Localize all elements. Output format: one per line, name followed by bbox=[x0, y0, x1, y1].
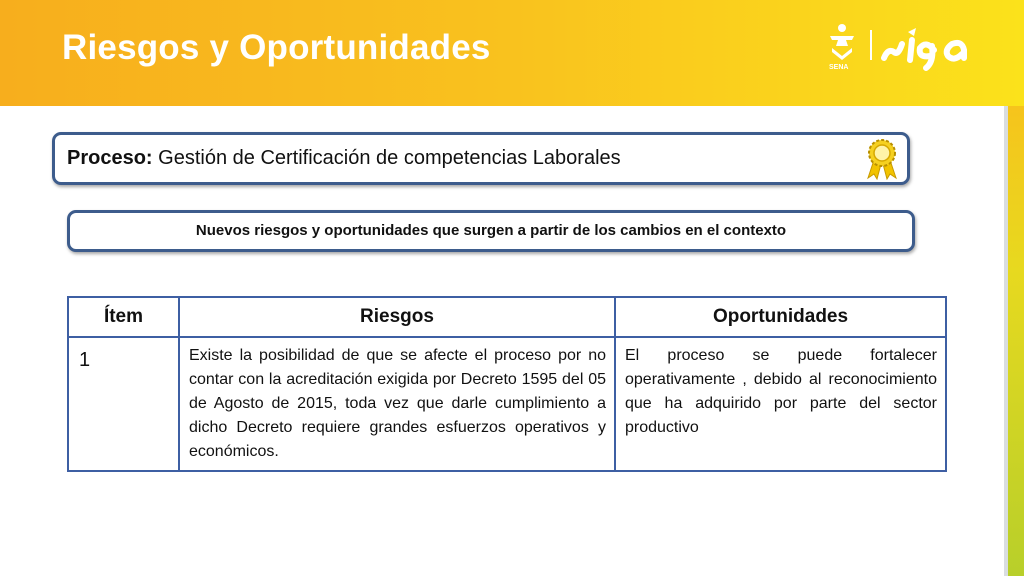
slide-title: Riesgos y Oportunidades bbox=[62, 28, 491, 67]
sena-siga-logo bbox=[826, 22, 976, 72]
table-row bbox=[68, 337, 946, 471]
process-name: Gestión de Certificación de competencias Laborales bbox=[158, 147, 621, 169]
decorative-side-band bbox=[1004, 106, 1024, 576]
logo-divider bbox=[870, 30, 872, 60]
context-box bbox=[67, 210, 915, 252]
header-item: Ítem bbox=[68, 297, 179, 337]
award-ribbon-icon bbox=[863, 138, 901, 180]
siga-accent bbox=[908, 28, 916, 36]
sena-logo bbox=[829, 24, 854, 71]
header-riesgos: Riesgos bbox=[179, 297, 615, 337]
process-box bbox=[52, 132, 910, 185]
logo-area bbox=[826, 22, 976, 72]
cell-oportunidades: El proceso se puede fortalecer operativamente , debido al reconocimiento que ha adquirido por parte del sector productivo bbox=[615, 337, 946, 471]
slide-header bbox=[0, 0, 1024, 106]
table-header-row bbox=[68, 297, 946, 337]
header-oportunidades: Oportunidades bbox=[615, 297, 946, 337]
risks-opportunities-table bbox=[67, 296, 947, 472]
svg-text:SENA: SENA bbox=[829, 64, 849, 71]
context-heading: Nuevos riesgos y oportunidades que surgen a partir de los cambios en el contexto bbox=[195, 222, 787, 239]
cell-riesgos: Existe la posibilidad de que se afecte el proceso por no contar con la acreditación exigida por Decreto 1595 del 05 de Agosto de 2015, toda vez que darle cumplimiento a dicho Decreto requiere grandes esfuerzos operativos y económicos. bbox=[179, 337, 615, 471]
process-line bbox=[67, 147, 621, 170]
siga-logo bbox=[884, 40, 964, 68]
cell-item-number: 1 bbox=[68, 337, 179, 471]
process-label: Proceso: bbox=[67, 147, 153, 169]
